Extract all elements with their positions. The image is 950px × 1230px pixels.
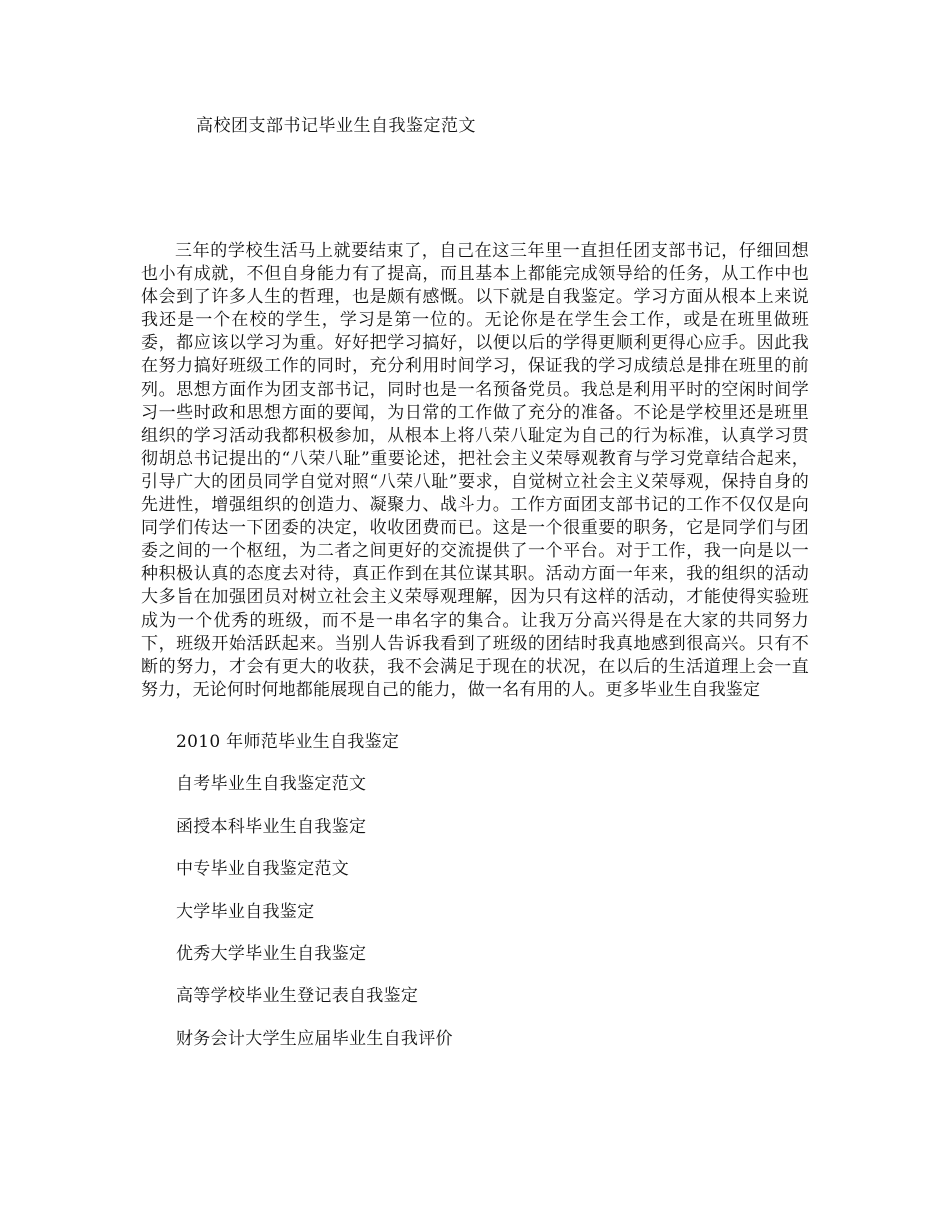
related-article-item: 2010 年师范毕业生自我鉴定: [176, 732, 400, 752]
document-body-paragraph: 三年的学校生活马上就要结束了，自己在这三年里一直担任团支部书记，仔细回想也小有成就，不但自身能力有了提高，而且基本上都能完成领导给的任务，从工作中也体会到了许多人生的哲理，也是颇有感慨。以下就是自我鉴定。学习方面从根本上来说我还是一个在校的学生，学习是第一位的。无论你是在学生会工作，或是在班里做班委，都应该以学习为重。好好把学习搞好，以便以后的学得更顺利更得心应手。因此我在努力搞好班级工作的同时，充分利用时间学习，保证我的学习成绩总是排在班里的前列。思想方面作为团支部书记，同时也是一名预备党员。我总是利用平时的空闲时间学习一些时政和思想方面的要闻，为日常的工作做了充分的准备。不论是学校里还是班里组织的学习活动我都积极参加，从根本上将八荣八耻定为自己的行为标准，认真学习贯彻胡总书记提出的“八荣八耻”重要论述，把社会主义荣辱观教育与学习党章结合起来，引导广大的团员同学自觉对照“八荣八耻”要求，自觉树立社会主义荣辱观，保持自身的先进性，增强组织的创造力、凝聚力、战斗力。工作方面团支部书记的工作不仅仅是向同学们传达一下团委的决定，收收团费而已。这是一个很重要的职务，它是同学们与团委之间的一个枢纽，为二者之间更好的交流提供了一个平台。对于工作，我一向是以一种积极认真的态度去对待，真正作到在其位谋其职。活动方面一年来，我的组织的活动大多旨在加强团员对树立社会主义荣辱观理解，因为只有这样的活动，才能使得实验班成为一个优秀的班级，而不是一串名字的集合。让我万分高兴得是在大家的共同努力下，班级开始活跃起来。当别人告诉我看到了班级的团结时我真地感到很高兴。只有不断的努力，才会有更大的收获，我不会满足于现在的状况，在以后的生活道理上会一直努力，无论何时何地都能展现自己的能力，做一名有用的人。更多毕业生自我鉴定: [141, 241, 809, 700]
related-article-item: 大学毕业自我鉴定: [176, 901, 315, 922]
related-article-item: 中专毕业自我鉴定范文: [176, 859, 349, 880]
related-article-item: 函授本科毕业生自我鉴定: [176, 816, 367, 837]
related-articles-list: [176, 730, 453, 1069]
related-article-item: 财务会计大学生应届毕业生自我评价: [176, 1028, 453, 1049]
document-title: 高校团支部书记毕业生自我鉴定范文: [196, 116, 476, 136]
related-article-item: 自考毕业生自我鉴定范文: [176, 774, 367, 795]
related-article-item: 优秀大学毕业生自我鉴定: [176, 943, 367, 964]
related-article-item: 高等学校毕业生登记表自我鉴定: [176, 986, 419, 1007]
